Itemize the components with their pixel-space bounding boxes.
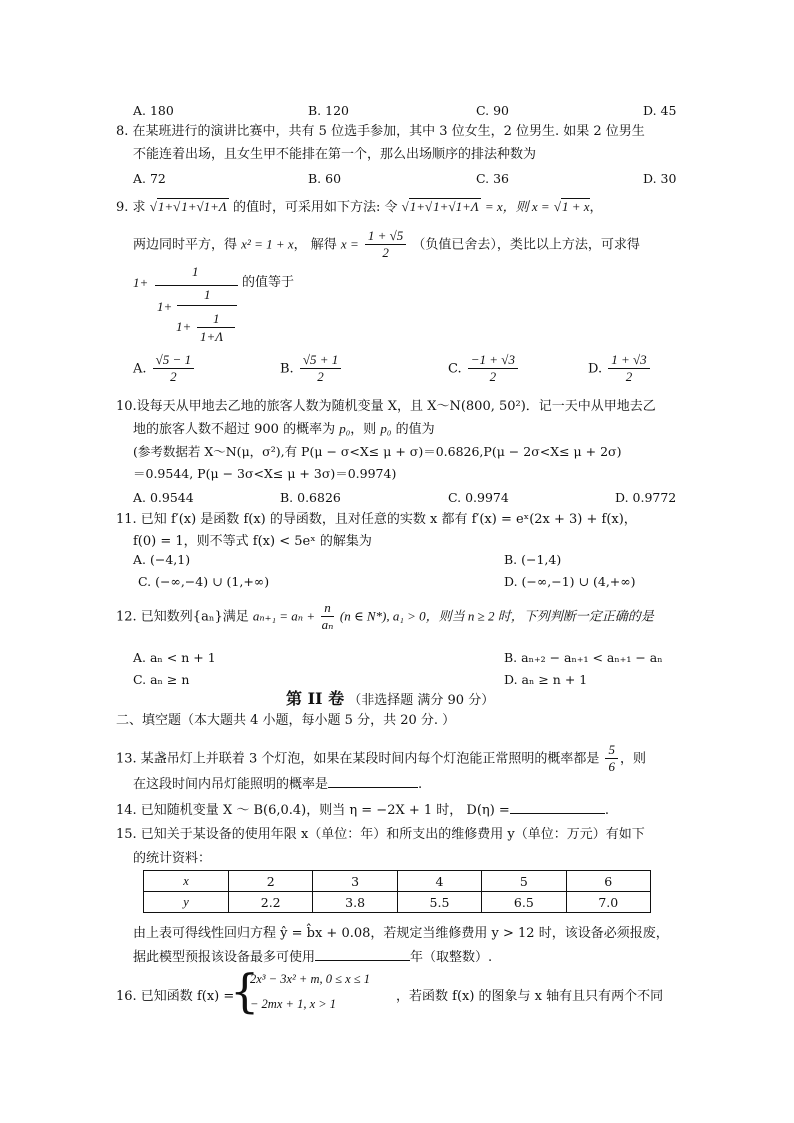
q15-line1: 15. 已知关于某设备的使用年限 x（单位：年）和所支出的维修费用 y（单位：万元）有如下 (116, 827, 645, 842)
q13-line2: 在这段时间内吊灯能照明的概率是 . (133, 777, 423, 792)
q9-line2: 两边同时平方，得 x² = 1 + x， 解得 x = $\frac{1 + √5}{2}$ （负值已舍去），类比以上方法，可求得 (133, 228, 640, 261)
table-cell: 5.5 (397, 892, 481, 913)
table-cell: 3.8 (313, 892, 397, 913)
q11-option-b: B. (−1,4) (504, 552, 562, 567)
part2-title: 第 II 卷 (286, 689, 345, 708)
table-row (144, 892, 651, 913)
q16-lead: 16. 已知函数 f(x) = (116, 989, 235, 1004)
q7-option-a: A. 180 (133, 103, 174, 118)
q8-option-a: A. 72 (133, 171, 166, 186)
q12-option-a: A. aₙ < n + 1 (133, 650, 216, 665)
table-cell: 6 (566, 871, 650, 892)
section2-heading: 二、填空题（本大题共 4 小题，每小题 5 分，共 20 分. ） (116, 713, 456, 728)
q9-nested-expr-2: 1+√1+Λ (433, 199, 479, 214)
q8-option-d: D. 30 (643, 171, 677, 186)
table-cell: 6.5 (482, 892, 566, 913)
q9-cf-plus-inner: 1+ (176, 319, 192, 334)
q10-line1: 10.设每天从甲地去乙地的旅客人数为随机变量 X，且 X～N(800, 50²)．记一天中从甲地去乙 (116, 399, 656, 414)
q8-option-b: B. 60 (308, 171, 342, 186)
q10-line3: (参考数据若 X～N(μ，σ²),有 P(μ − σ<X≤ μ + σ)＝0.6826,P(μ − 2σ<X≤ μ + 2σ) (133, 444, 622, 459)
q9-cf-last: 1+Λ (200, 329, 224, 344)
q10-option-a: A. 0.9544 (133, 490, 194, 505)
table-cell: 5 (482, 871, 566, 892)
q12-option-b: B. aₙ₊₂ − aₙ₊₁ < aₙ₊₁ − aₙ (504, 650, 663, 665)
q9-option-b: B. $\frac{√5 + 1}{2}$ (280, 352, 343, 386)
q9-cf-bar-3 (197, 327, 235, 328)
q9-option-a: A. $\frac{√5 - 1}{2}$ (133, 352, 196, 386)
q13-answer-blank[interactable] (328, 786, 418, 788)
table-cell: 7.0 (566, 892, 650, 913)
table-cell: 2.2 (229, 892, 313, 913)
q14-line: 14. 已知随机变量 X ～ B(6,0.4)，则当 η = −2X + 1 时， D(η) = . (116, 803, 609, 818)
q16-tail: ，若函数 f(x) 的图象与 x 轴有且只有两个不同 (396, 989, 664, 1004)
q10-line2: 地的旅客人数不超过 900 的概率为 p₀，则 p₀ 的值为 (133, 421, 435, 437)
q15-line3: 由上表可得线性回归方程 ŷ = b̂x + 0.08，若规定当维修费用 y > 12 时，该设备必须报废， (133, 926, 669, 941)
part2-subtitle: （非选择题 满分 90 分） (348, 693, 495, 708)
q14-answer-blank[interactable] (510, 812, 605, 814)
q8-option-c: C. 36 (476, 171, 509, 186)
q8-line1: 8. 在某班进行的演讲比赛中，共有 5 位选手参加，其中 3 位女生，2 位男生. 如果 2 位男生 (116, 124, 645, 139)
q7-option-c: C. 90 (476, 103, 509, 118)
q10-line4: ＝0.9544, P(μ − 3σ<X≤ μ + 3σ)＝0.9974) (133, 466, 397, 481)
q10-option-c: C. 0.9974 (448, 490, 509, 505)
q9-cf-bar-1 (155, 285, 238, 286)
table-header-y: y (144, 892, 229, 913)
q12-option-d: D. aₙ ≥ n + 1 (504, 672, 588, 687)
q12-line1: 12. 已知数列{aₙ}满足 aₙ₊₁ = aₙ + $\frac{n}{\text{aₙ}}$ (n ∈ N*), a₁ > 0，则当 n ≥ 2 时，下列判断一定正确的是 (116, 600, 654, 633)
q16-case2: − 2mx + 1, x > 1 (250, 997, 337, 1011)
q15-line4: 据此模型预报该设备最多可使用 年（取整数）. (133, 950, 493, 965)
q9-cf-plus-outer: 1+ (133, 275, 149, 290)
q12-option-c: C. aₙ ≥ n (133, 672, 190, 687)
q13-line1: 13. 某盏吊灯上并联着 3 个灯泡，如果在某段时间内每个灯泡能正常照明的概率都是 $\frac{5}{6}$ ，则 (116, 742, 646, 775)
q16-case1: 2x³ − 3x² + m, 0 ≤ x ≤ 1 (250, 972, 371, 986)
table-header-x: x (144, 871, 229, 892)
q11-line2: f(0) = 1，则不等式 f(x) < 5eˣ 的解集为 (133, 534, 372, 549)
table-row (144, 871, 651, 892)
q9-cf-tail: 的值等于 (242, 275, 295, 290)
q9-option-c: C. $\frac{-1 + √3}{2}$ (448, 352, 520, 386)
part2-heading (286, 690, 494, 708)
q11-option-d: D. (−∞,−1) ∪ (4,+∞) (504, 574, 636, 589)
q7-option-d: D. 45 (643, 103, 677, 118)
q15-line2: 的统计资料： (133, 851, 212, 866)
q16-brace: { (230, 964, 260, 1018)
table-cell: 3 (313, 871, 397, 892)
q9-cf-one-1: 1 (192, 264, 199, 279)
q10-option-d: D. 0.9772 (615, 490, 677, 505)
q15-data-table (143, 870, 651, 913)
q8-line2: 不能连着出场，且女生甲不能排在第一个，那么出场顺序的排法种数为 (133, 147, 537, 162)
q10-option-b: B. 0.6826 (280, 490, 341, 505)
q9-cf-one-3: 1 (213, 311, 220, 326)
q15-answer-blank[interactable] (315, 959, 410, 961)
q9-cf-plus-mid: 1+ (157, 299, 173, 314)
table-cell: 4 (397, 871, 481, 892)
q9-cf-one-2: 1 (204, 287, 211, 302)
q9-cf-bar-2 (177, 305, 237, 306)
q9-option-d: D. $\frac{1 + √3}{2}$ (588, 352, 652, 386)
q11-option-c: C. (−∞,−4) ∪ (1,+∞) (138, 574, 270, 589)
table-cell: 2 (229, 871, 313, 892)
q9-nested-expr: 1+√1+Λ (181, 199, 227, 214)
q11-line1: 11. 已知 f′(x) 是函数 f(x) 的导函数，且对任意的实数 x 都有 f′(x) = eˣ(2x + 3) + f(x)， (116, 512, 637, 527)
q9-sqrt-1x: 1 + x (561, 199, 590, 214)
q11-option-a: A. (−4,1) (133, 552, 191, 567)
q7-option-b: B. 120 (308, 103, 349, 118)
q9-line1: 9. 求 √1+√1+√1+Λ 的值时，可采用如下方法: 令 √1+√1+√1+Λ = x，则 x = √1 + x， (116, 199, 603, 215)
